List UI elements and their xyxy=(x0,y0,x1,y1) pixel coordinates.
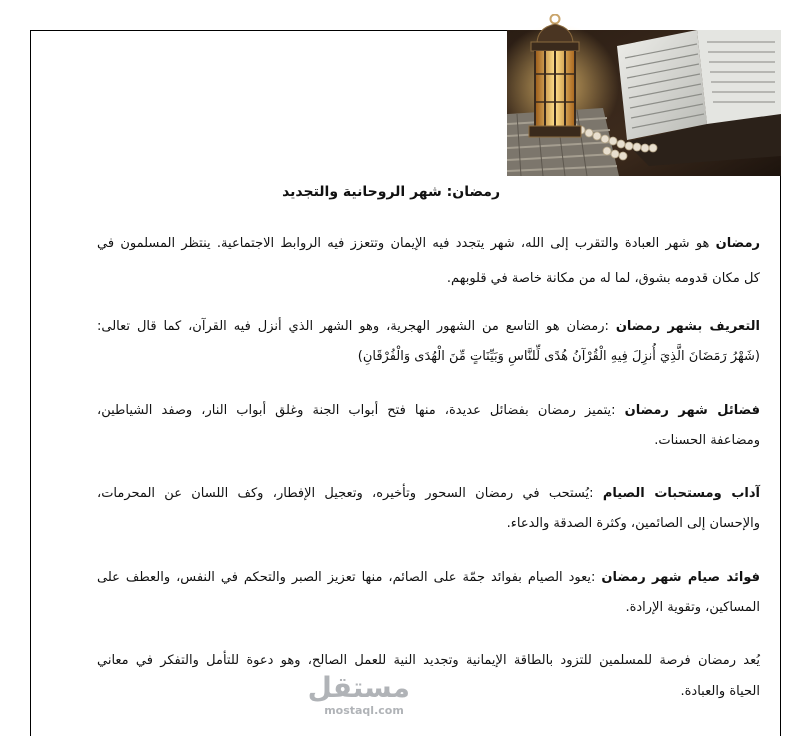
section-heading: رمضان xyxy=(715,236,760,251)
paragraph-1-line-2: كل مكان قدومه بشوق، لما له من مكانة خاصة في قلوبهم. xyxy=(446,271,760,286)
paragraph-text: هو شهر العبادة والتقرب إلى الله، شهر يتجدد فيه الإيمان وتتعزز فيه الروابط الاجتماعية. ينتظر المسلمون في xyxy=(97,236,716,251)
paragraph-4-line-1 xyxy=(97,483,760,505)
ramadan-lantern-photo xyxy=(507,14,781,176)
paragraph-6-line-1: يُعد رمضان فرصة للمسلمين للتزود بالطاقة الإيمانية وتجديد النية للعمل الصالح، وهو دعوة للتأمل والتفكر في معاني xyxy=(97,653,760,668)
paragraph-3-line-2: ومضاعفة الحسنات. xyxy=(654,433,760,448)
paragraph-text: :يُستحب في رمضان السحور وتأخيره، وتعجيل الإفطار، وكف اللسان عن المحرمات، xyxy=(97,486,603,501)
paragraph-4-line-2: والإحسان إلى الصائمين، وكثرة الصدقة والدعاء. xyxy=(506,516,760,531)
paragraph-2-line-1 xyxy=(97,316,760,338)
watermark-site: mostaql.com xyxy=(324,704,404,717)
paragraph-text: :يتميز رمضان بفضائل عديدة، منها فتح أبواب الجنة وغلق أبواب النار، وصفد الشياطين، xyxy=(97,403,625,418)
paragraph-1-line-1 xyxy=(97,233,760,255)
paragraph-5-line-2: المساكين، وتقوية الإرادة. xyxy=(625,600,760,615)
section-heading: فوائد صيام شهر رمضان xyxy=(601,570,760,585)
paragraph-text: :رمضان هو التاسع من الشهور الهجرية، وهو الشهر الذي أنزل فيه القرآن، كما قال تعالى: xyxy=(97,319,616,334)
paragraph-6-line-2: الحياة والعبادة. xyxy=(680,684,760,699)
section-heading: فضائل شهر رمضان xyxy=(624,403,760,418)
mostaql-watermark xyxy=(307,671,410,718)
paragraph-5-line-1 xyxy=(97,567,760,589)
section-heading: التعريف بشهر رمضان xyxy=(615,319,760,334)
watermark-logo-text: مستقل xyxy=(307,671,410,704)
paragraph-text: :يعود الصيام بفوائد جمّة على الصائم، منها تعزيز الصبر والتحكم في النفس، والعطف على xyxy=(97,570,602,585)
quran-verse-line: (شَهْرُ رَمَضَانَ الَّذِيَ أُنزِلَ فِيهِ الْقُرْآنُ هُدًى لِّلنَّاسِ وَبَيِّنَاتٍ مِّنَ الْهُدَى وَالْفُرْقَانِ) xyxy=(357,349,760,364)
section-heading: آداب ومستحبات الصيام xyxy=(602,486,760,501)
document-title: رمضان: شهر الروحانية والتجديد xyxy=(282,184,500,200)
paragraph-3-line-1 xyxy=(97,400,760,422)
